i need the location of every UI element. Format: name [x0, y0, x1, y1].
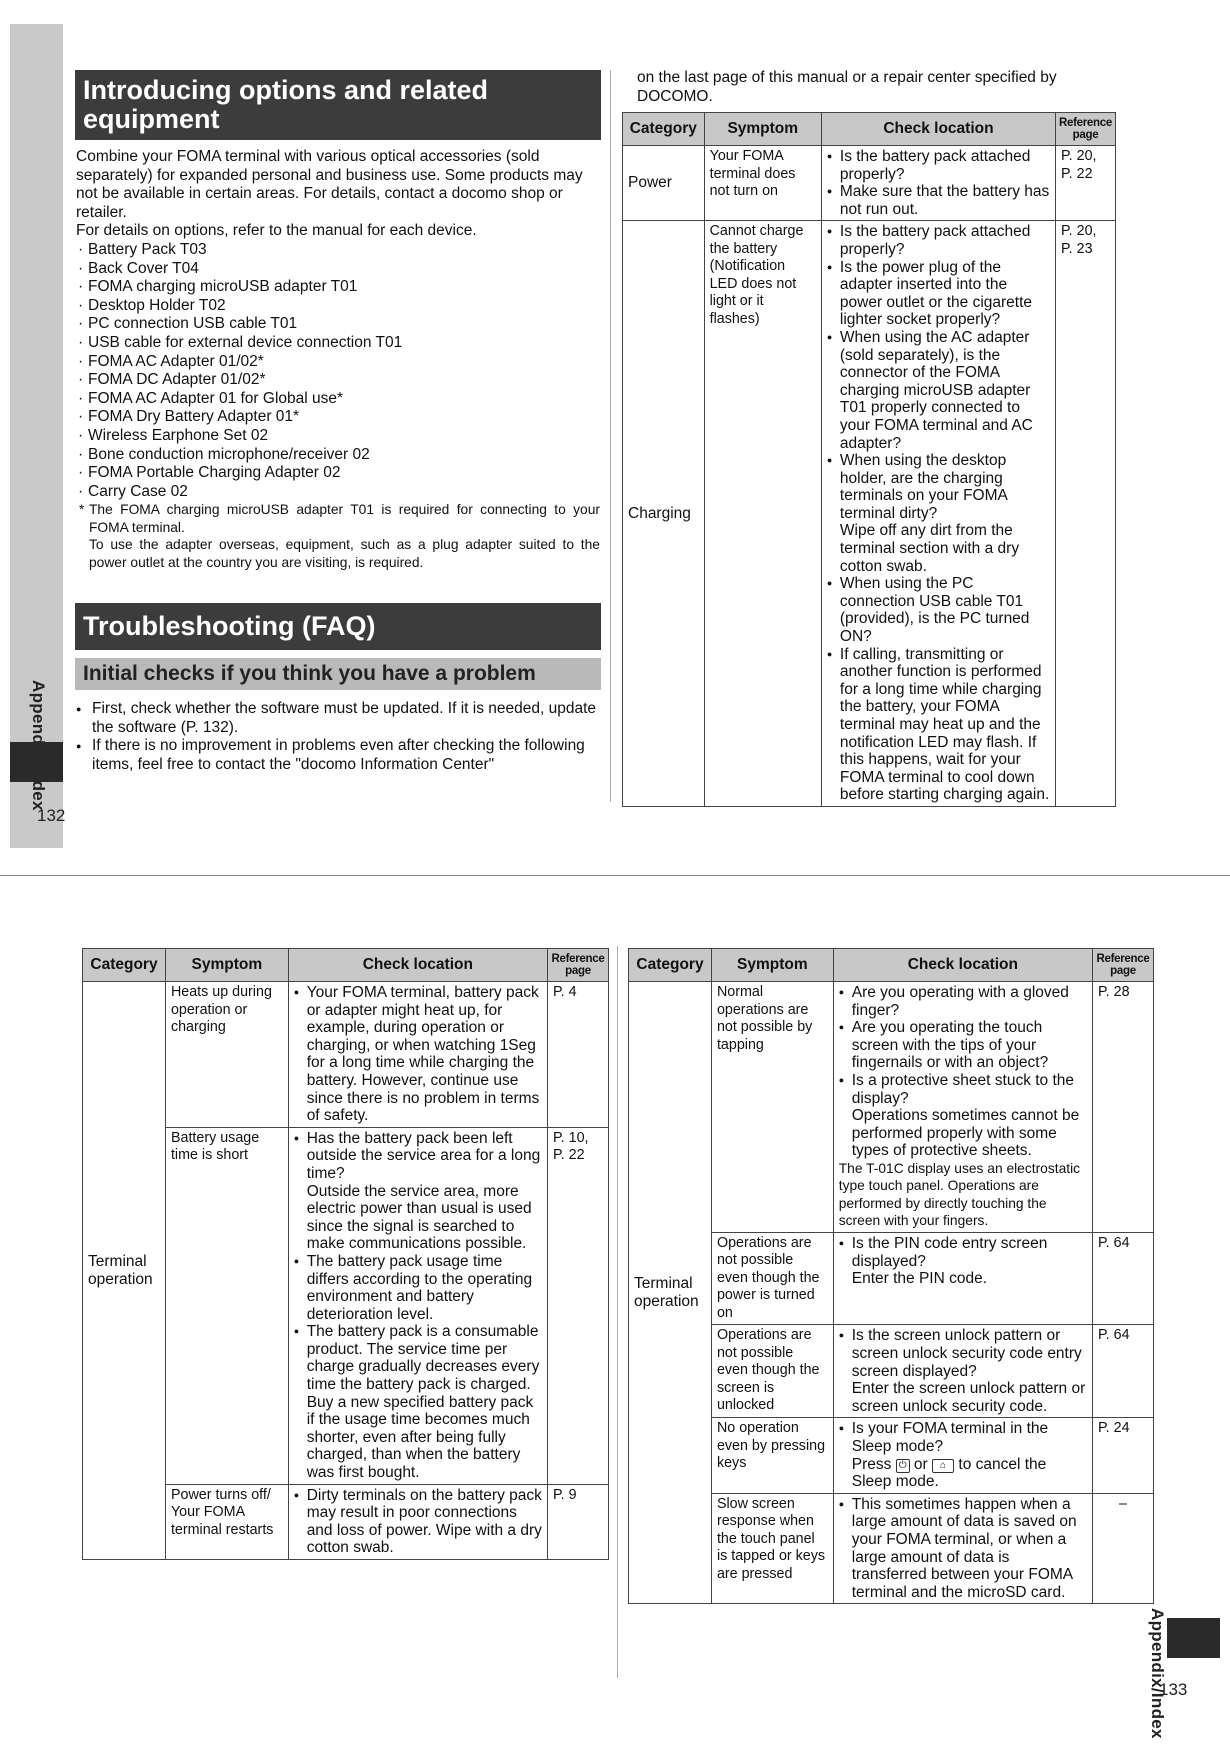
header-check-location: Check location — [821, 113, 1055, 146]
check-item: ● When using the PC connection USB cable T01 (provided), is the PC turned ON? — [827, 575, 1050, 645]
symptom-cell: Power turns off/ Your FOMA terminal restarts — [165, 1484, 288, 1559]
header-category: Category — [623, 113, 705, 146]
check-cell — [288, 1484, 547, 1559]
table-header-row — [623, 113, 1116, 146]
list-item: · Carry Case 02 — [76, 483, 600, 502]
page-number-right: 133 — [1159, 1680, 1188, 1699]
reference-cell: P. 20, P. 22 — [1055, 146, 1115, 221]
options-heading: Introducing options and related equipment — [75, 70, 601, 140]
check-text: Is your FOMA terminal in the Sleep mode? — [851, 1420, 1049, 1455]
check-item: ● Are you operating the touch screen with the tips of your fingernails or with an object? — [839, 1019, 1087, 1072]
check-item: ● This sometimes happen when a large amount of data is saved on your FOMA terminal, or when a large amount of data is transferred between your FOMA terminal and the microSD card. — [839, 1496, 1087, 1602]
symptom-cell: Operations are not possible even though the power is turned on — [711, 1232, 833, 1325]
side-tab-marker-right — [1167, 1618, 1220, 1658]
table-row — [83, 982, 609, 1128]
faq-bullets — [76, 700, 598, 774]
symptom-cell: Your FOMA terminal does not turn on — [704, 146, 821, 221]
check-text: Has the battery pack been left outside the service area for a long time? — [306, 1129, 541, 1182]
reference-cell: P. 24 — [1092, 1418, 1153, 1493]
header-symptom: Symptom — [711, 949, 833, 982]
reference-cell: P. 10, P. 22 — [547, 1127, 608, 1484]
reference-cell: P. 20, P. 23 — [1055, 221, 1115, 807]
table-header-row — [83, 949, 609, 982]
table-row — [623, 221, 1116, 807]
header-symptom: Symptom — [704, 113, 821, 146]
check-item — [839, 1072, 1087, 1160]
category-cell: Terminal operation — [629, 982, 712, 1604]
check-text: Is the screen unlock pattern or screen unlock security code entry screen displayed? — [851, 1327, 1082, 1380]
list-item: · FOMA AC Adapter 01/02* — [76, 353, 600, 372]
check-item: ● Is the battery pack attached properly? — [827, 223, 1050, 258]
page-divider — [0, 875, 1230, 876]
reference-cell: P. 9 — [547, 1484, 608, 1559]
options-list — [76, 241, 600, 501]
category-cell: Terminal operation — [83, 982, 166, 1560]
reference-cell: P. 64 — [1092, 1325, 1153, 1418]
list-item: · Wireless Earphone Set 02 — [76, 427, 600, 446]
header-category: Category — [83, 949, 166, 982]
note-line-2: To use the adapter overseas, equipment, such as a plug adapter suited to the power outlet at the country you are visiting, is required. — [89, 537, 600, 570]
column-rule-bottom — [617, 946, 618, 1678]
side-tab-marker-left — [10, 742, 63, 782]
list-item: · Back Cover T04 — [76, 260, 600, 279]
cancel-text: to cancel the Sleep mode. — [851, 1455, 1047, 1491]
power-key-icon: ⏻ — [896, 1459, 910, 1473]
check-item — [839, 1327, 1087, 1415]
faq-intro — [76, 700, 598, 774]
check-item — [294, 1130, 542, 1253]
list-item: · USB cable for external device connection T01 — [76, 334, 600, 353]
table-row — [623, 146, 1116, 221]
check-cell — [288, 982, 547, 1128]
note-asterisk: * — [79, 502, 85, 518]
list-item: · Desktop Holder T02 — [76, 297, 600, 316]
check-cell — [833, 982, 1092, 1233]
symptom-cell: Cannot charge the battery (Notification LED does not light or it flashes) — [704, 221, 821, 807]
check-cell — [288, 1127, 547, 1484]
check-item — [827, 452, 1050, 575]
list-item: · PC connection USB cable T01 — [76, 315, 600, 334]
symptom-cell: Battery usage time is short — [165, 1127, 288, 1484]
list-item: · Bone conduction microphone/receiver 02 — [76, 446, 600, 465]
header-reference-page: Reference page — [1092, 949, 1153, 982]
side-label-right: Appendix/Index — [1148, 1608, 1167, 1739]
list-item: · Battery Pack T03 — [76, 241, 600, 260]
check-cell — [833, 1493, 1092, 1604]
reference-cell: – — [1092, 1493, 1153, 1604]
options-intro: Combine your FOMA terminal with various optical accessories (sold separately) for expanded personal and business use. Some products may not be available in certain areas. For details, contact a docomo shop or retailer. — [76, 148, 583, 221]
troubleshooting-table-2 — [82, 948, 609, 1560]
header-check-location: Check location — [833, 949, 1092, 982]
check-extra: Enter the screen unlock pattern or screen unlock security code. — [851, 1380, 1086, 1415]
check-item: ● The battery pack is a consumable product. The service time per charge gradually decreases every time the battery pack is charged. Buy a new specified battery pack if the usage time becomes much shorter, even after being fully charged, than when the battery was first bought. — [294, 1323, 542, 1481]
header-check-location: Check location — [288, 949, 547, 982]
symptom-cell: No operation even by pressing keys — [711, 1418, 833, 1493]
table-row — [629, 982, 1154, 1233]
faq-subheading: Initial checks if you think you have a problem — [75, 658, 601, 690]
check-item: ● Is the battery pack attached properly? — [827, 148, 1050, 183]
check-text: Is the PIN code entry screen displayed? — [851, 1234, 1048, 1270]
faq-continuation: on the last page of this manual or a repair center specified by DOCOMO. — [637, 69, 1057, 105]
reference-cell: P. 64 — [1092, 1232, 1153, 1325]
check-item: ● Make sure that the battery has not run out. — [827, 183, 1050, 218]
options-details: For details on options, refer to the manual for each device. — [76, 222, 477, 240]
check-extra: Enter the PIN code. — [851, 1270, 988, 1288]
list-item: · FOMA Dry Battery Adapter 01* — [76, 408, 600, 427]
symptom-cell: Slow screen response when the touch panel is tapped or keys are pressed — [711, 1493, 833, 1604]
check-item: ● If calling, transmitting or another function is performed for a long time while charging the battery, your FOMA terminal may heat up and the notification LED may flash. If this happens, wait for your FOMA terminal to cool down before starting charging again. — [827, 646, 1050, 804]
press-text: Press — [851, 1455, 892, 1473]
list-item: · FOMA DC Adapter 01/02* — [76, 371, 600, 390]
check-text: When using the desktop holder, are the charging terminals on your FOMA terminal dirty? — [839, 452, 1007, 522]
category-cell: Power — [623, 146, 705, 221]
header-reference-page: Reference page — [547, 949, 608, 982]
reference-cell: P. 28 — [1092, 982, 1153, 1233]
check-cell — [833, 1325, 1092, 1418]
check-cell — [833, 1418, 1092, 1493]
or-text: or — [913, 1455, 928, 1473]
check-extra: Wipe off any dirt from the terminal section with a dry cotton swab. — [839, 522, 1020, 575]
page-number-left: 132 — [37, 806, 66, 825]
faq-heading: Troubleshooting (FAQ) — [75, 603, 601, 650]
check-extra: Outside the service area, more electric power than usual is used since the signal is searched to make communications possible. — [306, 1182, 532, 1253]
column-rule-top — [610, 70, 611, 802]
check-cell — [821, 221, 1055, 807]
note-line-1: The FOMA charging microUSB adapter T01 is required for connecting to your FOMA terminal. — [89, 502, 600, 535]
check-item: ● When using the AC adapter (sold separately), is the connector of the FOMA charging microUSB adapter T01 properly connected to your FOMA terminal and AC adapter? — [827, 329, 1050, 452]
options-note — [76, 501, 600, 571]
list-item: · FOMA charging microUSB adapter T01 — [76, 278, 600, 297]
check-item: ● Your FOMA terminal, battery pack or adapter might heat up, for example, during operation or charging, or when watching 1Seg for a long time while charging the battery. However, continue use since there is no problem in terms of safety. — [294, 984, 542, 1125]
header-reference-page: Reference page — [1055, 113, 1115, 146]
symptom-cell: Heats up during operation or charging — [165, 982, 288, 1128]
check-cell — [833, 1232, 1092, 1325]
check-item — [839, 1235, 1087, 1288]
check-text: Is a protective sheet stuck to the display? — [851, 1071, 1075, 1107]
troubleshooting-table-3 — [628, 948, 1154, 1604]
symptom-cell: Normal operations are not possible by tapping — [711, 982, 833, 1233]
header-category: Category — [629, 949, 712, 982]
category-cell: Charging — [623, 221, 705, 807]
list-item: · FOMA Portable Charging Adapter 02 — [76, 464, 600, 483]
header-symptom: Symptom — [165, 949, 288, 982]
list-item: · FOMA AC Adapter 01 for Global use* — [76, 390, 600, 409]
home-key-icon: ⌂ — [932, 1459, 954, 1473]
check-item: ● Dirty terminals on the battery pack may result in poor connections and loss of power. Wipe with a dry cotton swab. — [294, 1487, 542, 1557]
list-item: ● If there is no improvement in problems even after checking the following items, feel free to contact the "docomo Information Center" — [76, 737, 598, 774]
check-note: The T-01C display uses an electrostatic type touch panel. Operations are performed by directly touching the screen with your fingers. — [838, 1160, 1081, 1229]
options-body — [76, 148, 600, 571]
check-cell — [821, 146, 1055, 221]
troubleshooting-table-1 — [622, 112, 1116, 807]
table-header-row — [629, 949, 1154, 982]
check-item: ● The battery pack usage time differs according to the operating environment and battery deterioration level. — [294, 1253, 542, 1323]
check-item — [839, 1420, 1087, 1490]
list-item: ● First, check whether the software must be updated. If it is needed, update the software (P. 132). — [76, 700, 598, 737]
reference-cell: P. 4 — [547, 982, 608, 1128]
check-extra — [852, 1456, 1087, 1491]
check-item: ● Are you operating with a gloved finger? — [839, 984, 1087, 1019]
check-extra: Operations sometimes cannot be performed properly with some types of protective sheets. — [851, 1107, 1080, 1160]
symptom-cell: Operations are not possible even though the screen is unlocked — [711, 1325, 833, 1418]
check-item: ● Is the power plug of the adapter inserted into the power outlet or the cigarette lighter socket properly? — [827, 259, 1050, 329]
